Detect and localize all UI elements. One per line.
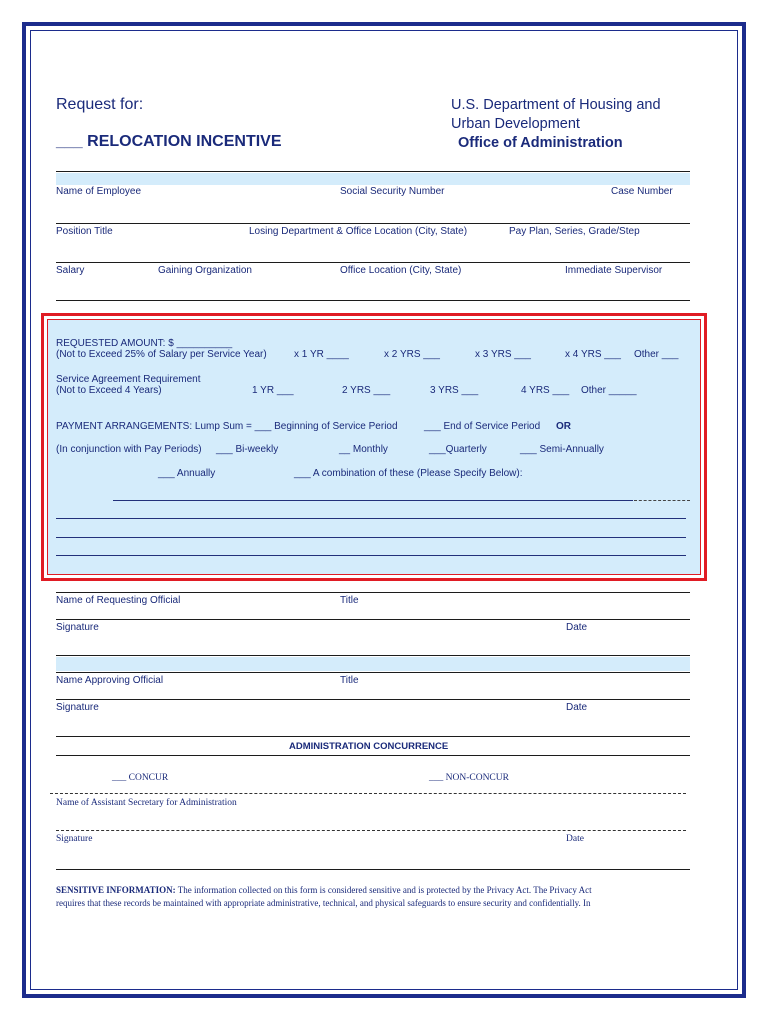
title-label: Title <box>340 595 359 606</box>
or-label: OR <box>556 421 571 432</box>
case-number-label: Case Number <box>611 186 673 197</box>
specify-line[interactable] <box>56 537 686 538</box>
losing-dept-label: Losing Department & Office Location (City, State) <box>249 226 468 237</box>
approving-official-input[interactable] <box>56 657 690 671</box>
divider <box>56 699 690 700</box>
end-of-service-option[interactable]: ___ End of Service Period <box>424 421 541 432</box>
quarterly-option[interactable]: ___Quarterly <box>429 444 487 455</box>
semiannual-option[interactable]: ___ Semi-Annually <box>520 444 604 455</box>
name-of-employee-label: Name of Employee <box>56 186 142 197</box>
salary-label: Salary <box>56 265 85 276</box>
signature-label: Signature <box>56 622 99 633</box>
payment-arrangements-label[interactable]: PAYMENT ARRANGEMENTS: Lump Sum = ___ Beginning of Service Period <box>56 421 398 432</box>
ssn-label: Social Security Number <box>340 186 445 197</box>
service-2yrs-option[interactable]: 2 YRS ___ <box>342 385 391 396</box>
concurrence-heading: ADMINISTRATION CONCURRENCE <box>289 741 449 752</box>
supervisor-label: Immediate Supervisor <box>565 265 663 276</box>
monthly-option[interactable]: __ Monthly <box>339 444 388 455</box>
x3-yrs-option[interactable]: x 3 YRS ___ <box>475 349 531 360</box>
divider <box>56 755 690 756</box>
date-label: Date <box>566 702 588 713</box>
sensitive-info-line1 <box>56 884 592 897</box>
conjunction-label: (In conjunction with Pay Periods) <box>56 444 202 455</box>
pay-plan-label: Pay Plan, Series, Grade/Step <box>509 226 640 237</box>
sensitive-heading: SENSITIVE INFORMATION: <box>56 885 176 895</box>
asst-secretary-line[interactable] <box>50 793 686 794</box>
divider <box>56 619 690 620</box>
request-for-label: Request for: <box>56 96 144 113</box>
asst-secretary-label: Name of Assistant Secretary for Administration <box>56 798 237 808</box>
divider <box>56 592 690 593</box>
dept-name-line1: U.S. Department of Housing and <box>451 97 661 113</box>
signature-line[interactable] <box>56 830 686 831</box>
divider <box>56 655 690 656</box>
annually-option[interactable]: ___ Annually <box>158 468 216 479</box>
divider <box>56 262 690 263</box>
requested-amount-label: REQUESTED AMOUNT: $ __________ <box>56 338 233 349</box>
service-1yr-option[interactable]: 1 YR ___ <box>252 385 294 396</box>
x1-yr-option[interactable]: x 1 YR ____ <box>294 349 349 360</box>
service-4yrs-option[interactable]: 4 YRS ___ <box>521 385 570 396</box>
specify-line-tail <box>634 500 690 501</box>
office-name: Office of Administration <box>458 135 623 151</box>
title-label: Title <box>340 675 359 686</box>
form-title: ___ RELOCATION INCENTIVE <box>56 133 282 150</box>
not-exceed-4-label: (Not to Exceed 4 Years) <box>56 385 162 396</box>
sensitive-text: The information collected on this form is considered sensitive and is protected by the Privacy Act. The Privacy Act <box>175 885 592 895</box>
date-label: Date <box>566 834 584 844</box>
requesting-official-label: Name of Requesting Official <box>56 595 181 606</box>
approving-official-label: Name Approving Official <box>56 675 164 686</box>
dept-name-line2: Urban Development <box>451 116 580 132</box>
other-amount-option[interactable]: Other ___ <box>634 349 679 360</box>
not-exceed-25-label: (Not to Exceed 25% of Salary per Service Year) <box>56 349 267 360</box>
divider <box>56 300 690 301</box>
specify-line[interactable] <box>56 555 686 556</box>
divider <box>56 869 690 870</box>
service-other-option[interactable]: Other _____ <box>581 385 637 396</box>
combination-option[interactable]: ___ A combination of these (Please Specify Below): <box>294 468 523 479</box>
office-location-label: Office Location (City, State) <box>340 265 462 276</box>
specify-line[interactable] <box>113 500 633 501</box>
x4-yrs-option[interactable]: x 4 YRS ___ <box>565 349 621 360</box>
service-agreement-label: Service Agreement Requirement <box>56 374 201 385</box>
gaining-org-label: Gaining Organization <box>158 265 252 276</box>
signature-label: Signature <box>56 702 99 713</box>
concur-option[interactable]: ___ CONCUR <box>112 773 169 783</box>
employee-name-input[interactable] <box>56 173 690 185</box>
sensitive-info-line2: requires that these records be maintained with appropriate administrative, technical, and physical safeguards to ensure security and confidentially. In <box>56 898 591 908</box>
nonconcur-option[interactable]: ___ NON-CONCUR <box>429 773 509 783</box>
date-label: Date <box>566 622 588 633</box>
divider <box>56 672 690 673</box>
x2-yrs-option[interactable]: x 2 YRS ___ <box>384 349 440 360</box>
signature-label: Signature <box>56 834 93 844</box>
position-title-label: Position Title <box>56 226 113 237</box>
divider <box>56 223 690 224</box>
divider <box>56 171 690 172</box>
biweekly-option[interactable]: ___ Bi-weekly <box>216 444 279 455</box>
divider <box>56 736 690 737</box>
specify-line[interactable] <box>56 518 686 519</box>
service-3yrs-option[interactable]: 3 YRS ___ <box>430 385 479 396</box>
